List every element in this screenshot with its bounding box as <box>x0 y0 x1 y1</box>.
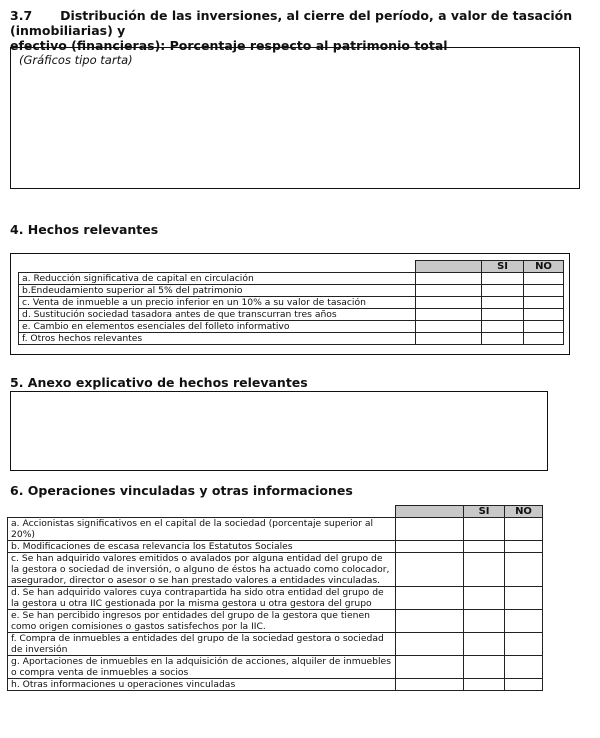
col-no: NO <box>524 261 564 273</box>
row-label: b. Modificaciones de escasa relevancia los Estatutos Sociales <box>8 541 396 553</box>
no-cell[interactable] <box>524 309 564 321</box>
no-cell[interactable] <box>524 333 564 345</box>
no-cell[interactable] <box>505 633 543 656</box>
row-label: c. Se han adquirido valores emitidos o avalados por alguna entidad del grupo de la gestora o sociedad de inversión, o alguno de éstos ha actuado como colocador, asegurador, director o asesor o se han prestado valores a entidades vinculadas. <box>8 553 396 587</box>
row-label: a. Reducción significativa de capital en circulación <box>19 273 416 285</box>
section-number: 3.7 <box>10 8 33 23</box>
no-cell[interactable] <box>524 297 564 309</box>
section-4-frame <box>10 253 570 355</box>
table-row <box>19 333 564 345</box>
section-4-title: 4. Hechos relevantes <box>10 222 159 237</box>
table-row <box>19 321 564 333</box>
si-cell[interactable] <box>464 553 505 587</box>
no-cell[interactable] <box>524 321 564 333</box>
si-cell[interactable] <box>482 321 524 333</box>
si-cell[interactable] <box>464 541 505 553</box>
col-si: SI <box>464 506 505 518</box>
row-label: d. Sustitución sociedad tasadora antes de que transcurran tres años <box>19 309 416 321</box>
si-cell[interactable] <box>464 679 505 691</box>
si-cell[interactable] <box>482 333 524 345</box>
no-cell[interactable] <box>505 587 543 610</box>
col-si: SI <box>482 261 524 273</box>
table-header-row <box>19 261 564 273</box>
table-row <box>8 633 543 656</box>
si-cell[interactable] <box>482 297 524 309</box>
si-cell[interactable] <box>464 633 505 656</box>
no-cell[interactable] <box>505 541 543 553</box>
section-5-title: 5. Anexo explicativo de hechos relevantes <box>10 375 308 390</box>
no-cell[interactable] <box>505 656 543 679</box>
no-cell[interactable] <box>505 610 543 633</box>
table-row <box>8 656 543 679</box>
row-label: d. Se han adquirido valores cuya contrapartida ha sido otra entidad del grupo de la gestora u otra IIC gestionada por la misma gestora u otra gestora del grupo <box>8 587 396 610</box>
row-label: b.Endeudamiento superior al 5% del patrimonio <box>19 285 416 297</box>
hechos-table <box>18 260 564 345</box>
section-title-line1: Distribución de las inversiones, al cierre del período, a valor de tasación (inmobiliarias) y <box>10 8 573 38</box>
anexo-text-box[interactable] <box>10 391 548 471</box>
si-cell[interactable] <box>464 610 505 633</box>
no-cell[interactable] <box>505 679 543 691</box>
table-row <box>8 518 543 541</box>
section-title-line2: efectivo (financieras): Porcentaje respecto al patrimonio total <box>10 38 448 53</box>
row-label: a. Accionistas significativos en el capital de la sociedad (porcentaje superior al 20%) <box>8 518 396 541</box>
table-row <box>19 285 564 297</box>
si-cell[interactable] <box>464 587 505 610</box>
row-label: e. Cambio en elementos esenciales del folleto informativo <box>19 321 416 333</box>
si-cell[interactable] <box>464 656 505 679</box>
row-label: g. Aportaciones de inmuebles en la adquisición de acciones, alquiler de inmuebles o compra venta de inmuebles a socios <box>8 656 396 679</box>
table-header-row <box>8 506 543 518</box>
si-cell[interactable] <box>464 518 505 541</box>
no-cell[interactable] <box>524 285 564 297</box>
table-row <box>19 273 564 285</box>
no-cell[interactable] <box>505 553 543 587</box>
row-label: f. Compra de inmuebles a entidades del grupo de la sociedad gestora o sociedad de inversión <box>8 633 396 656</box>
no-cell[interactable] <box>524 273 564 285</box>
placeholder-note: (Gráficos tipo tarta) <box>19 53 133 67</box>
table-row <box>8 610 543 633</box>
row-label: c. Venta de inmueble a un precio inferior en un 10% a su valor de tasación <box>19 297 416 309</box>
table-row <box>8 553 543 587</box>
no-cell[interactable] <box>505 518 543 541</box>
section-6-title: 6. Operaciones vinculadas y otras informaciones <box>10 483 353 498</box>
operaciones-table <box>7 505 543 691</box>
table-row <box>19 309 564 321</box>
pie-chart-placeholder-box <box>10 47 580 189</box>
row-label: f. Otros hechos relevantes <box>19 333 416 345</box>
col-no: NO <box>505 506 543 518</box>
row-label: h. Otras informaciones u operaciones vinculadas <box>8 679 396 691</box>
si-cell[interactable] <box>482 273 524 285</box>
table-row <box>8 679 543 691</box>
table-row <box>19 297 564 309</box>
table-row <box>8 587 543 610</box>
row-label: e. Se han percibido ingresos por entidades del grupo de la gestora que tienen como origen comisiones o gastos satisfechos por la IIC. <box>8 610 396 633</box>
si-cell[interactable] <box>482 309 524 321</box>
si-cell[interactable] <box>482 285 524 297</box>
table-row <box>8 541 543 553</box>
